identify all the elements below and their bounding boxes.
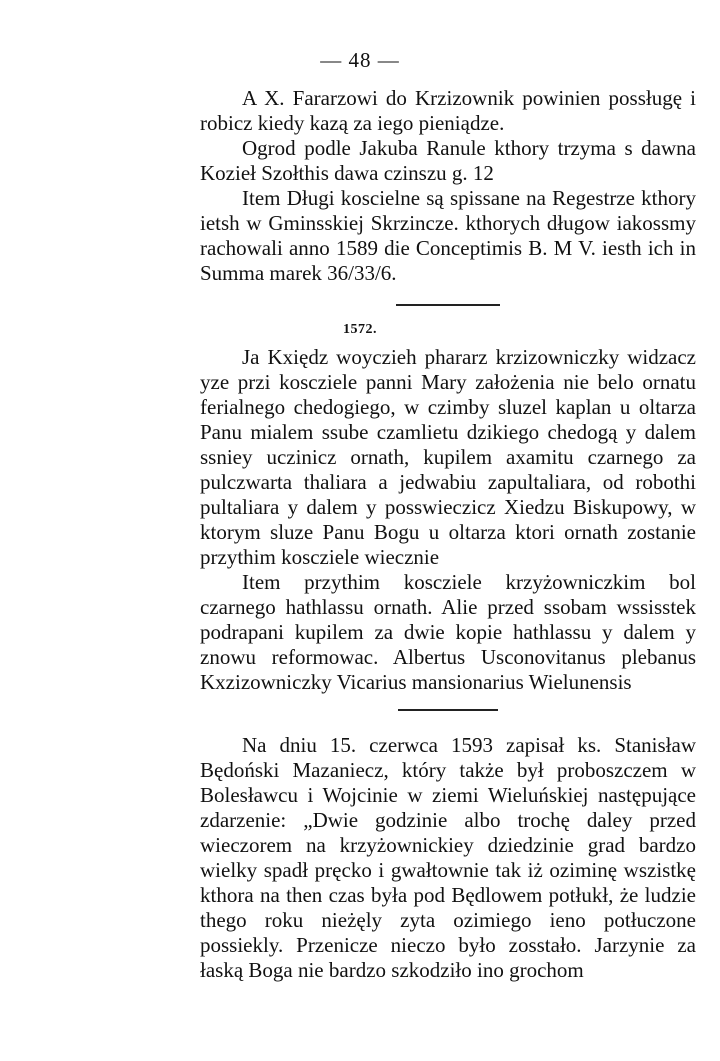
- page-number: — 48 —: [320, 48, 400, 72]
- section-3: [200, 733, 696, 983]
- paragraph: Ogrod podle Jakuba Ranule kthory trzyma s dawna Kozieł Szołthis dawa czinszu g. 12: [200, 136, 696, 185]
- section-1: [200, 86, 696, 286]
- paragraph: Ja Kxiędz woyczieh phararz krzizowniczky widzacz yze przi koscziele panni Mary założenia nie belo ornatu ferialnego chedogiego, w czimby sluzel kaplan u oltarza Panu mialem ssube czamlietu dzikiego chedogą y dalem ssniey uczinicz ornath, kupilem axamitu czarnego za pulczwarta thaliara a jedwabiu zapultaliara, od robothi pultaliara y dalem y posswieczicz Xiedzu Biskupowy, w ktorym sluze Panu Bogu u oltarza ktori ornath zostanie przythim koscziele wiecznie: [200, 345, 696, 569]
- year-heading: 1572.: [343, 322, 377, 337]
- paragraph: Item przythim koscziele krzyżowniczkim bol czarnego hathlassu ornath. Alie przed ssobam wssisstek podrapani kupilem za dwie kopie hathlassu y dalem y znowu reformowac. Albertus Usconovitanus plebanus Kxzizowniczky Vicarius mansionarius Wielunensis: [200, 570, 696, 694]
- paragraph: Item Długi koscielne są spissane na Regestrze kthory ietsh w Gminsskiej Skrzincze. kthorych długow iakossmy rachowali anno 1589 die Conceptimis B. M V. iesth ich in Summa marek 36/33/6.: [200, 186, 696, 285]
- paragraph: A X. Fararzowi do Krzizownik powinien possługę i robicz kiedy kazą za iego pieniądze.: [200, 86, 696, 135]
- section-2: [200, 345, 696, 695]
- section-divider: [398, 709, 498, 711]
- paragraph: Na dniu 15. czerwca 1593 zapisał ks. Stanisław Będoński Mazaniecz, który także był proboszczem w Bolesławcu i Wojcinie w ziemi Wieluńskiej następujące zdarzenie: „Dwie godzinie albo trochę daley przed wieczorem na krzyżownickiey dziedzinie grad bardzo wielky spadł pręcko i gwałtownie tak iż oziminę wszistkę kthora na then czas była pod Będlowem potłukł, że ludzie thego roku nieżęly zyta ozimiego ieno potłuczone possiekly. Przenicze nieczo było zosstało. Jarzynie za łaską Boga nie bardzo szkodziło ino grochom: [200, 733, 696, 982]
- section-divider: [396, 304, 500, 306]
